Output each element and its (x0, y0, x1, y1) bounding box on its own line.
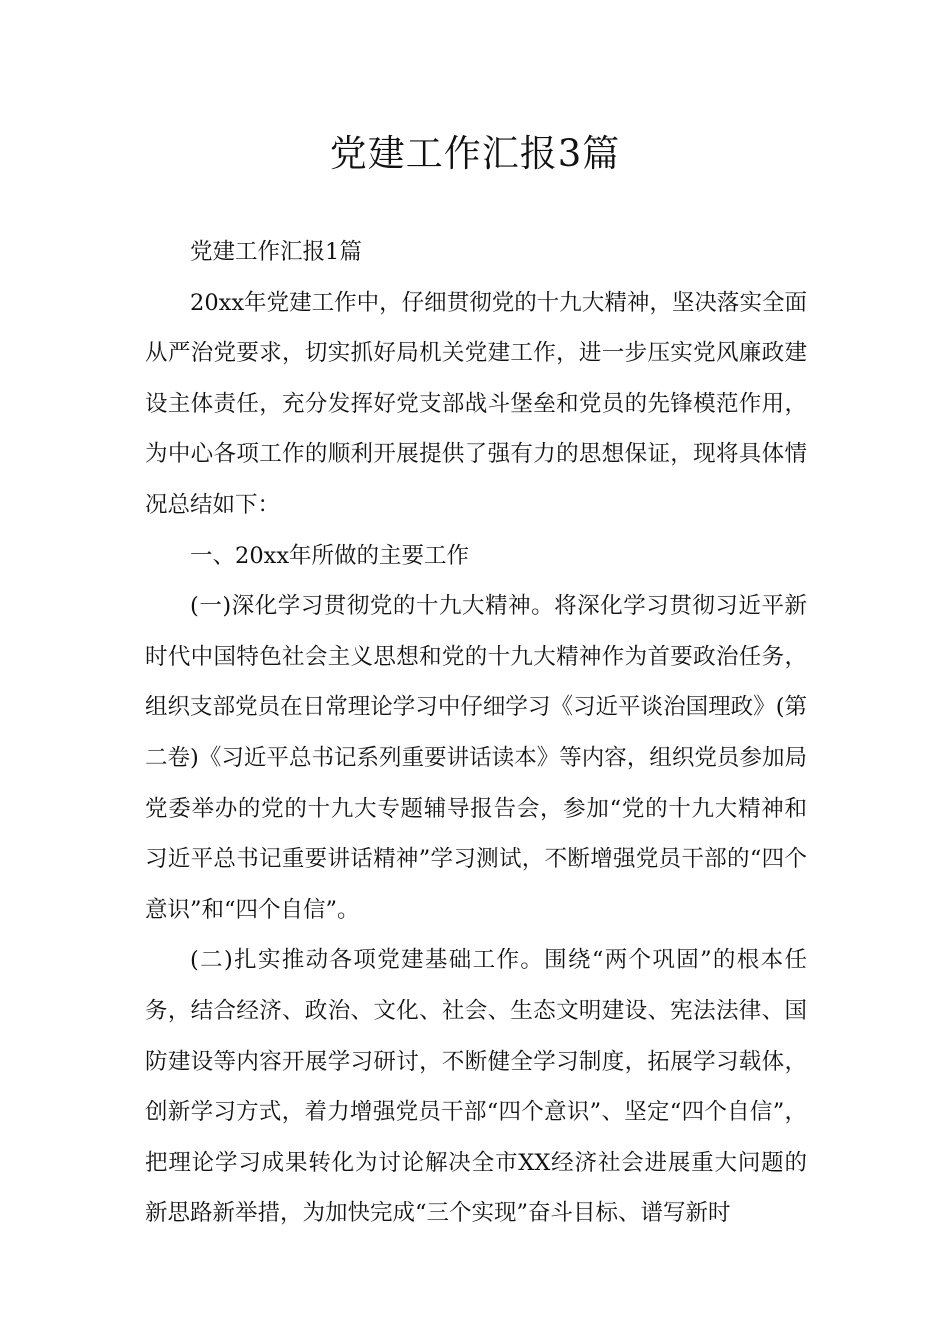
section-heading: 一、20xx年所做的主要工作 (190, 542, 470, 569)
section-heading: 党建工作汇报1篇 (190, 239, 362, 265)
body-paragraph: 20xx年党建工作中，仔细贯彻党的十九大精神，坚决落实全面从严治党要求，切实抓好局机关党建工作，进一步压实党风廉政建设主体责任，充分发挥好党支部战斗堡垒和党员的先锋模范作用，为中心各项工作的顺利开展提供了强有力的思想保证，现将具体情况总结如下： (145, 289, 807, 518)
body-paragraph: (二)扎实推动各项党建基础工作。围绕“两个巩固”的根本任务，结合经济、政治、文化、社会、生态文明建设、宪法法律、国防建设等内容开展学习研讨，不断健全学习制度，拓展学习载体，创新学习方式，着力增强党员干部“四个意识”、坚定“四个自信”，把理论学习成果转化为讨论解决全市XX经济社会进展重大问题的新思路新举措，为加快完成“三个实现”奋斗目标、谱写新时 (145, 947, 807, 1227)
body-paragraph: (一)深化学习贯彻党的十九大精神。将深化学习贯彻习近平新时代中国特色社会主义思想和党的十九大精神作为首要政治任务，组织支部党员在日常理论学习中仔细学习《习近平谈治国理政》(第二卷)《习近平总书记系列重要讲话读本》等内容，组织党员参加局党委举办的党的十九大专题辅导报告会，参加“党的十九大精神和习近平总书记重要讲话精神”学习测试，不断增强党员干部的“四个意识”和“四个自信”。 (145, 593, 807, 923)
document-title: 党建工作汇报3篇 (329, 132, 621, 175)
document-body (145, 227, 807, 1239)
